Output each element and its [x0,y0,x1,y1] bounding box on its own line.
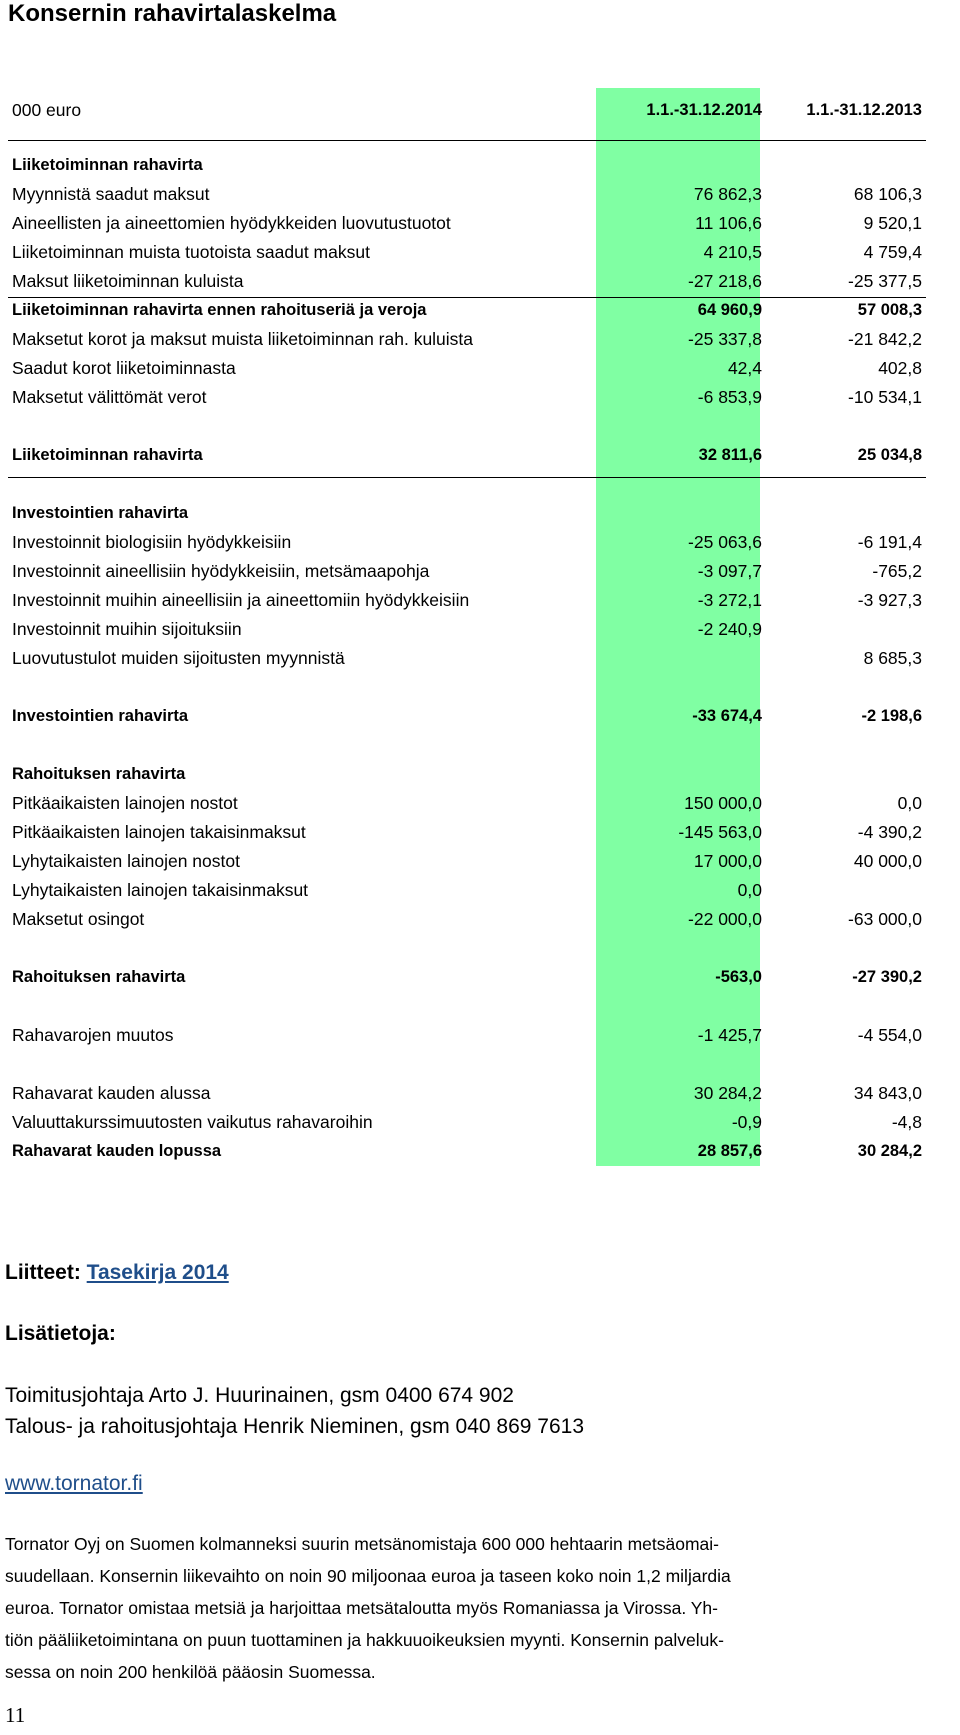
cash-start-row: Rahavarat kauden alussa 30 284,2 34 843,0 [12,1083,922,1103]
table-row: Investoinnit aineellisiin hyödykkeisiin, metsämaapohja -3 097,7 -765,2 [12,561,922,581]
table-row: Investoinnit biologisiin hyödykkeisiin -25 063,6 -6 191,4 [12,532,922,552]
table-header-row [8,88,926,133]
table-row: Pitkäaikaisten lainojen nostot 150 000,0 0,0 [12,793,922,813]
table-row: Investoinnit muihin sijoituksiin -2 240,9 [12,619,762,639]
section-title: Investointien rahavirta [12,504,189,522]
about-line: euroa. Tornator omistaa metsiä ja harjoittaa metsätaloutta myös Romaniassa ja Virossa. Yh- [5,1598,718,1618]
fx-effect-row: Valuuttakurssimuutosten vaikutus rahavaroihin -0,9 -4,8 [12,1112,922,1132]
col-header-2014: 1.1.-31.12.2014 [646,101,762,119]
about-line: suudellaan. Konsernin liikevaihto on noin 90 miljoonaa euroa ja taseen koko noin 1,2 miljardia [5,1566,731,1586]
website-link[interactable]: www.tornator.fi [5,1472,143,1495]
table-row: Luovutustulot muiden sijoitusten myynnistä 8 685,3 [12,648,922,668]
col-header-2013: 1.1.-31.12.2013 [806,101,922,119]
table-row: Maksetut korot ja maksut muista liiketoiminnan rah. kuluista -25 337,8 -21 842,2 [12,329,922,349]
table-row: Saadut korot liiketoiminnasta 42,4 402,8 [12,358,922,378]
table-row: Maksetut välittömät verot -6 853,9 -10 534,1 [12,387,922,407]
page-title: Konsernin rahavirtalaskelma [8,0,337,27]
header-rule [8,140,926,141]
company-description [5,1528,955,1688]
total-row: Liiketoiminnan rahavirta 32 811,6 25 034,8 [12,446,922,464]
table-row: Lyhytaikaisten lainojen takaisinmaksut 0,0 [12,880,762,900]
change-row: Rahavarojen muutos -1 425,7 -4 554,0 [12,1025,922,1045]
table-row: Aineellisten ja aineettomien hyödykkeiden luovutustuotot 11 106,6 9 520,1 [12,213,922,233]
about-line: tiön pääliiketoimintana on puun tuottaminen ja hakkuuoikeuksien myynti. Konsernin palveluk- [5,1630,724,1650]
subtotal-row: Liiketoiminnan rahavirta ennen rahoituseriä ja veroja 64 960,9 57 008,3 [12,301,922,319]
section-title: Liiketoiminnan rahavirta [12,156,203,174]
total-row: Investointien rahavirta -33 674,4 -2 198,6 [12,707,922,725]
tasekirja-link[interactable]: Tasekirja 2014 [86,1261,229,1284]
section-rule [8,297,926,298]
table-row: Maksetut osingot -22 000,0 -63 000,0 [12,909,922,929]
about-line: sessa on noin 200 henkilöä pääosin Suomessa. [5,1662,376,1682]
table-row: Lyhytaikaisten lainojen nostot 17 000,0 40 000,0 [12,851,922,871]
contacts [5,1380,955,1442]
total-row: Rahoituksen rahavirta -563,0 -27 390,2 [12,968,922,986]
section-title: Rahoituksen rahavirta [12,765,186,783]
page-number: 11 [5,1703,26,1727]
table-row: Pitkäaikaisten lainojen takaisinmaksut -145 563,0 -4 390,2 [12,822,922,842]
table-row: Liiketoiminnan muista tuotoista saadut maksut 4 210,5 4 759,4 [12,242,922,262]
about-line: Tornator Oyj on Suomen kolmanneksi suurin metsänomistaja 600 000 hehtaarin metsäomai- [5,1534,719,1554]
contact-ceo: Toimitusjohtaja Arto J. Huurinainen, gsm 0400 674 902 [5,1384,514,1407]
attachments-line [5,1261,955,1285]
section-rule [8,477,926,478]
contact-cfo: Talous- ja rahoitusjohtaja Henrik Nieminen, gsm 040 869 7613 [5,1415,584,1438]
cash-end-row: Rahavarat kauden lopussa 28 857,6 30 284,2 [12,1142,922,1160]
table-row: Investoinnit muihin aineellisiin ja aineettomiin hyödykkeisiin -3 272,1 -3 927,3 [12,590,922,610]
table-row: Maksut liiketoiminnan kuluista -27 218,6 -25 377,5 [12,271,922,291]
cashflow-table [8,88,926,1166]
unit-label: 000 euro [12,100,82,120]
attachments-label: Liitteet: [5,1261,81,1284]
more-info-heading: Lisätietoja: [5,1322,116,1345]
table-row: Myynnistä saadut maksut 76 862,3 68 106,3 [12,184,922,204]
